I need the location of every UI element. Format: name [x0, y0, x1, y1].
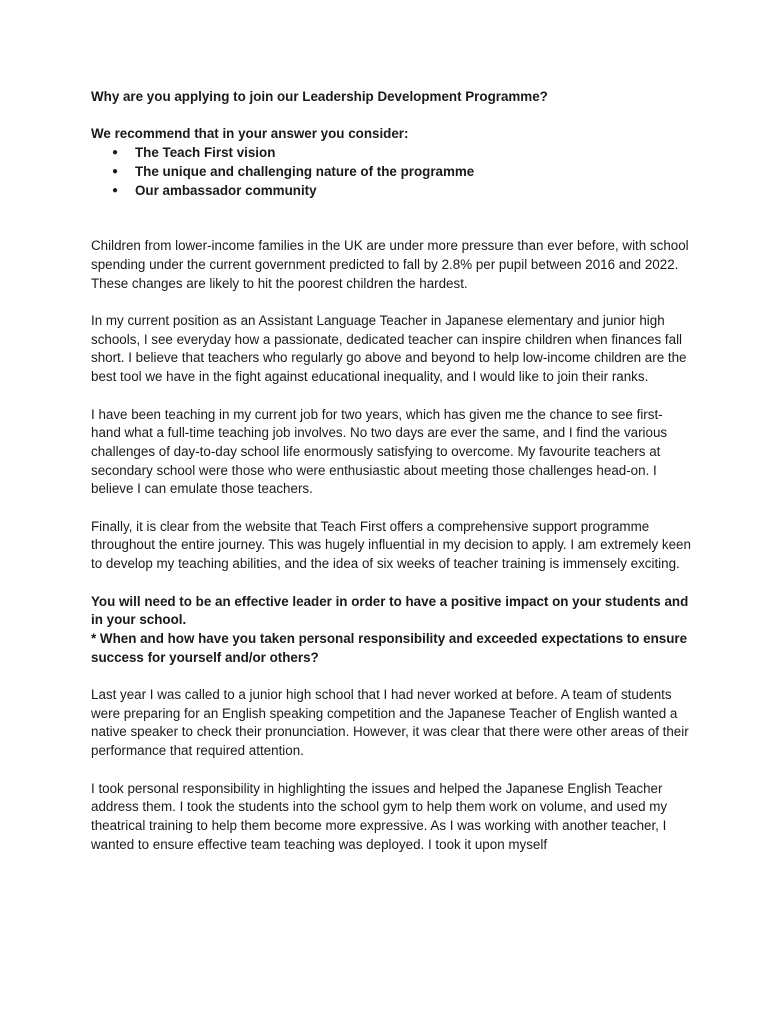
spacer	[91, 574, 691, 593]
spacer	[91, 667, 691, 686]
answer-2-paragraph: I took personal responsibility in highlighting the issues and helped the Japanese English Teacher address them. I took the students into the school gym to help them work on volume, and used my theatrical training to help them become more expressive. As I was working with another teacher, I wanted to ensure effective team teaching was deployed. I took it upon myself	[91, 780, 668, 852]
question-1-intro: We recommend that in your answer you consider:	[91, 126, 409, 142]
answer-1-paragraph: In my current position as an Assistant Language Teacher in Japanese elementary and junior high schools, I see everyday how a passionate, dedicated teacher can inspire children when finances fall short. I believe that teachers who regularly go above and beyond to help low-income children are the best tool we have in the fight against educational inequality, and I would like to join their ranks.	[91, 313, 687, 385]
spacer	[91, 387, 691, 406]
consideration-item	[91, 163, 691, 182]
consideration-text: The unique and challenging nature of the programme	[135, 163, 475, 179]
bullet-icon: ●	[112, 165, 119, 177]
question-1-title: Why are you applying to join our Leadership Development Programme?	[91, 89, 548, 104]
answer-1-paragraph: Children from lower-income families in the UK are under more pressure than ever before, with school spending under the current government predicted to fall by 2.8% per pupil between 2016 and 2022. These changes are likely to hit the poorest children the hardest.	[91, 238, 689, 291]
answer-2-paragraph: Last year I was called to a junior high school that I had never worked at before. A team of students were preparing for an English speaking competition and the Japanese Teacher of English wanted a native speaker to check their pronunciation. However, it was clear that there were other areas of their performance that required attention.	[91, 687, 689, 759]
consideration-list	[91, 144, 691, 200]
spacer	[91, 761, 691, 780]
consideration-text: Our ambassador community	[135, 182, 317, 198]
spacer	[91, 200, 691, 237]
bullet-icon: ●	[112, 147, 119, 159]
spacer	[91, 293, 691, 312]
document-page	[91, 88, 691, 854]
bullet-icon: ●	[112, 184, 119, 196]
spacer	[91, 107, 691, 126]
consideration-item	[91, 182, 691, 201]
consideration-text: The Teach First vision	[135, 145, 276, 161]
question-2-subprompt: * When and how have you taken personal responsibility and exceeded expectations to ensure success for yourself and/or others?	[91, 630, 688, 665]
answer-1-paragraph: Finally, it is clear from the website that Teach First offers a comprehensive support programme throughout the entire journey. This was hugely influential in my decision to apply. I am extremely keen to develop my teaching abilities, and the idea of six weeks of teacher training is immensely exciting.	[91, 518, 691, 572]
spacer	[91, 499, 691, 518]
answer-1-paragraph: I have been teaching in my current job for two years, which has given me the chance to see first-hand what a full-time teaching job involves. No two days are ever the same, and I find the various challenges of day-to-day school life enormously satisfying to overcome. My favourite teachers at secondary school were those who were enthusiastic about meeting those challenges head-on. I believe I can emulate those teachers.	[91, 406, 668, 497]
question-2-prompt: You will need to be an effective leader in order to have a positive impact on your students and in your school.	[91, 593, 689, 628]
consideration-item	[91, 144, 691, 163]
